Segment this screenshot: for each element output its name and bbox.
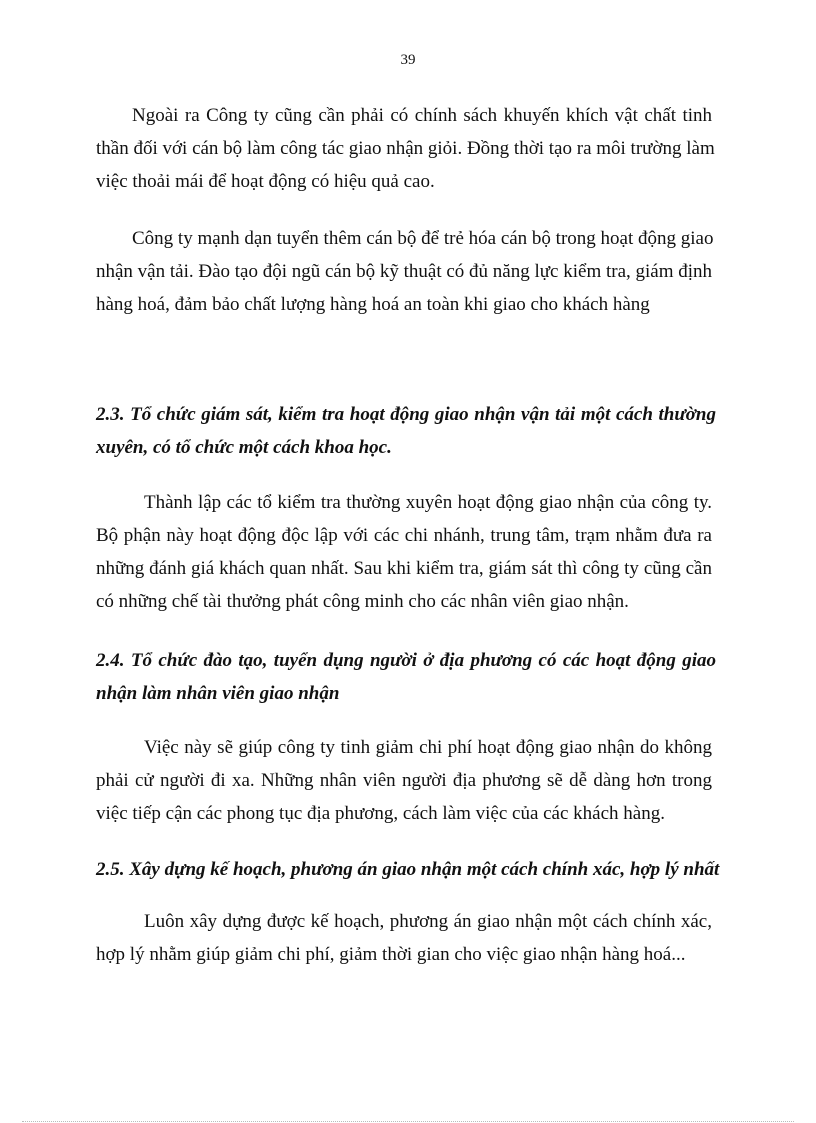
heading-line: xuyên, có tổ chức một cách khoa học. <box>96 437 392 458</box>
paragraph-line: hàng hoá, đảm bảo chất lượng hàng hoá an toàn khi giao cho khách hàng <box>96 294 650 315</box>
paragraph-inspection-teams <box>96 486 712 618</box>
paragraph-recruitment <box>96 222 712 321</box>
heading-line: 2.4. Tổ chức đào tạo, tuyển dụng người ở địa phương có các hoạt động giao <box>96 650 716 671</box>
heading-line: 2.3. Tổ chức giám sát, kiểm tra hoạt động giao nhận vận tải một cách thường <box>96 404 716 425</box>
section-heading-2-4 <box>96 644 716 710</box>
section-heading-2-3 <box>96 398 716 464</box>
paragraph-line: có những chế tài thưởng phát công minh cho các nhân viên giao nhận. <box>96 591 629 612</box>
paragraph-local-staff <box>96 731 712 830</box>
page-bottom-rule <box>22 1121 794 1122</box>
paragraph-line: Thành lập các tổ kiểm tra thường xuyên hoạt động giao nhận của công ty. <box>144 492 712 513</box>
paragraph-line: phải cử người đi xa. Những nhân viên người địa phương sẽ dễ dàng hơn trong <box>96 770 712 791</box>
paragraph-line: việc tiếp cận các phong tục địa phương, cách làm việc của các khách hàng. <box>96 803 665 824</box>
section-heading-2-5 <box>96 853 720 886</box>
paragraph-incentive-policy <box>96 99 715 198</box>
paragraph-line: Công ty mạnh dạn tuyển thêm cán bộ để trẻ hóa cán bộ trong hoạt động giao <box>132 228 714 249</box>
heading-line: 2.5. Xây dựng kế hoạch, phương án giao nhận một cách chính xác, hợp lý nhất <box>96 859 720 880</box>
page-number: 39 <box>400 52 416 68</box>
paragraph-line: hợp lý nhằm giúp giảm chi phí, giảm thời gian cho việc giao nhận hàng hoá... <box>96 944 686 965</box>
paragraph-line: Việc này sẽ giúp công ty tinh giảm chi phí hoạt động giao nhận do không <box>144 737 712 758</box>
paragraph-line: Luôn xây dựng được kế hoạch, phương án giao nhận một cách chính xác, <box>144 911 712 932</box>
paragraph-line: việc thoải mái để hoạt động có hiệu quả cao. <box>96 171 435 192</box>
paragraph-line: thần đối với cán bộ làm công tác giao nhận giỏi. Đồng thời tạo ra môi trường làm <box>96 138 715 159</box>
paragraph-line: nhận vận tải. Đào tạo đội ngũ cán bộ kỹ thuật có đủ năng lực kiểm tra, giám định <box>96 261 713 282</box>
paragraph-line: Bộ phận này hoạt động độc lập với các chi nhánh, trung tâm, trạm nhằm đưa ra <box>96 525 712 546</box>
paragraph-line: Ngoài ra Công ty cũng cần phải có chính sách khuyến khích vật chất tinh <box>132 105 712 126</box>
paragraph-planning <box>96 905 712 971</box>
heading-line: nhận làm nhân viên giao nhận <box>96 683 340 704</box>
paragraph-line: những đánh giá khách quan nhất. Sau khi kiểm tra, giám sát thì công ty cũng cần <box>96 558 712 579</box>
